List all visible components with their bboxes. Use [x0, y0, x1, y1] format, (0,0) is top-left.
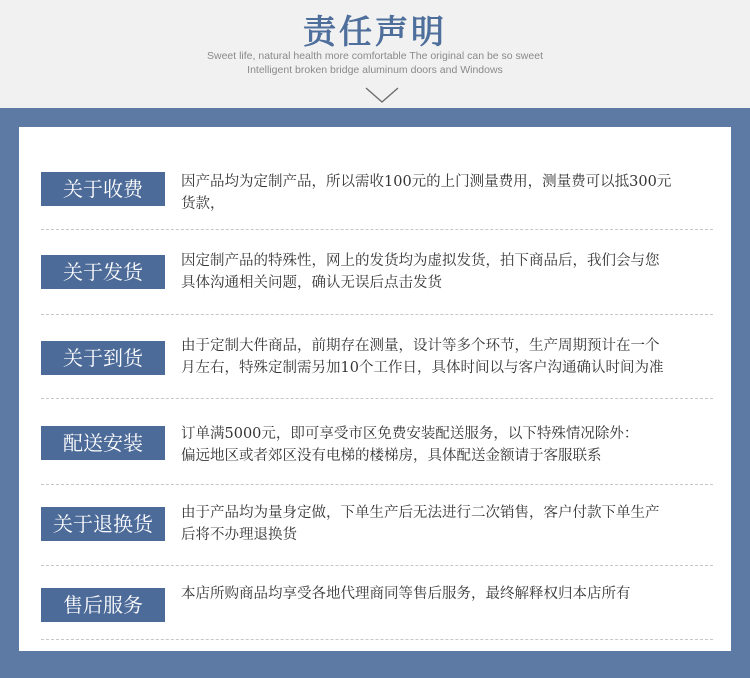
section-text-line: 月左右，特殊定制需另加10个工作日，具体时间以与客户沟通确认时间为准 — [181, 360, 664, 376]
section-text-line: 后将不办理退换货 — [181, 527, 297, 543]
content-frame — [0, 108, 750, 678]
section-label: 关于退换货 — [41, 507, 165, 541]
section-text-line: 货款， — [181, 196, 225, 212]
section-text-line: 订单满5000元，即可享受市区免费安装配送服务，以下特殊情况除外： — [181, 426, 639, 442]
chevron-down-icon — [364, 85, 400, 105]
section-text — [181, 335, 721, 379]
section-text-line: 具体沟通相关问题，确认无误后点击发货 — [181, 275, 442, 291]
divider — [41, 484, 713, 485]
section-text — [181, 171, 721, 215]
section-text — [181, 502, 721, 546]
section-label: 配送安装 — [41, 426, 165, 460]
divider — [41, 639, 713, 640]
section-text-line: 因定制产品的特殊性，网上的发货均为虚拟发货，拍下商品后，我们会与您 — [181, 253, 660, 269]
header — [0, 0, 750, 108]
divider — [41, 398, 713, 399]
section-text — [181, 423, 721, 467]
section-text-line: 偏远地区或者郊区没有电梯的楼梯房，具体配送金额请于客服联系 — [181, 448, 602, 464]
section-text-line: 由于产品均为量身定做，下单生产后无法进行二次销售，客户付款下单生产 — [181, 505, 660, 521]
divider — [41, 314, 713, 315]
divider — [41, 229, 713, 230]
section-label: 关于到货 — [41, 341, 165, 375]
section-text-line: 由于定制大件商品，前期存在测量，设计等多个环节，生产周期预计在一个 — [181, 338, 660, 354]
section-text — [181, 250, 721, 294]
section-label: 售后服务 — [41, 588, 165, 622]
section-label: 关于发货 — [41, 255, 165, 289]
statement-panel — [19, 127, 731, 651]
subtitle-line-2: Intelligent broken bridge aluminum doors and Windows — [247, 64, 503, 76]
section-text — [181, 583, 721, 605]
page-title: 责任声明 — [303, 12, 447, 51]
section-text-line: 本店所购商品均享受各地代理商同等售后服务，最终解释权归本店所有 — [181, 586, 631, 602]
section-label: 关于收费 — [41, 172, 165, 206]
divider — [41, 565, 713, 566]
subtitle-line-1: Sweet life, natural health more comfortable The original can be so sweet — [207, 50, 543, 62]
section-text-line: 因产品均为定制产品，所以需收100元的上门测量费用，测量费可以抵300元 — [181, 174, 672, 190]
